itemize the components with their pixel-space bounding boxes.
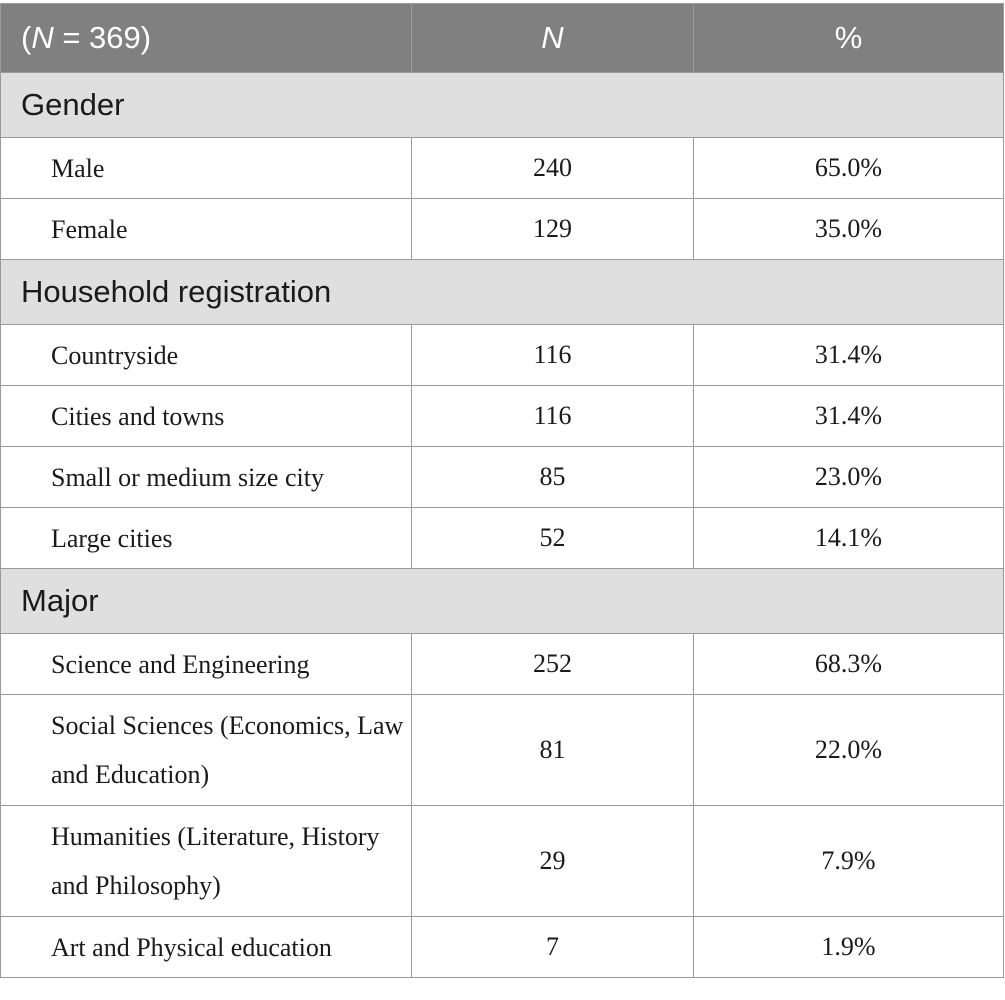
row-label: Male xyxy=(1,138,412,199)
row-n: 116 xyxy=(412,325,694,386)
row-n: 81 xyxy=(412,695,694,806)
table-row xyxy=(1,447,1004,508)
table-row xyxy=(1,386,1004,447)
row-n: 85 xyxy=(412,447,694,508)
row-label: Social Sciences (Economics, Law and Education) xyxy=(1,695,412,806)
table-row xyxy=(1,806,1004,917)
row-n: 29 xyxy=(412,806,694,917)
row-percent: 35.0% xyxy=(694,199,1004,260)
header-sample-n: N xyxy=(31,20,54,55)
row-percent: 65.0% xyxy=(694,138,1004,199)
row-n: 240 xyxy=(412,138,694,199)
table-row xyxy=(1,199,1004,260)
row-n: 129 xyxy=(412,199,694,260)
table-row xyxy=(1,917,1004,978)
row-n: 52 xyxy=(412,508,694,569)
row-percent: 1.9% xyxy=(694,917,1004,978)
header-sample-size: (N = 369) xyxy=(1,4,412,73)
row-percent: 31.4% xyxy=(694,386,1004,447)
row-n: 116 xyxy=(412,386,694,447)
table-row xyxy=(1,138,1004,199)
row-label: Countryside xyxy=(1,325,412,386)
row-percent: 22.0% xyxy=(694,695,1004,806)
section-row-major xyxy=(1,569,1004,634)
row-label: Small or medium size city xyxy=(1,447,412,508)
row-label: Large cities xyxy=(1,508,412,569)
section-row-household-registration xyxy=(1,260,1004,325)
row-percent: 23.0% xyxy=(694,447,1004,508)
row-label: Cities and towns xyxy=(1,386,412,447)
row-label: Humanities (Literature, History and Philosophy) xyxy=(1,806,412,917)
demographics-table xyxy=(0,3,1004,978)
table-row xyxy=(1,508,1004,569)
section-title: Gender xyxy=(1,73,1004,138)
row-percent: 7.9% xyxy=(694,806,1004,917)
row-label: Female xyxy=(1,199,412,260)
table-row xyxy=(1,634,1004,695)
header-row xyxy=(1,4,1004,73)
row-percent: 68.3% xyxy=(694,634,1004,695)
row-percent: 31.4% xyxy=(694,325,1004,386)
section-title: Household registration xyxy=(1,260,1004,325)
row-n: 252 xyxy=(412,634,694,695)
row-n: 7 xyxy=(412,917,694,978)
header-n: N xyxy=(412,4,694,73)
section-title: Major xyxy=(1,569,1004,634)
table-row xyxy=(1,695,1004,806)
table-row xyxy=(1,325,1004,386)
row-label: Art and Physical education xyxy=(1,917,412,978)
row-label: Science and Engineering xyxy=(1,634,412,695)
header-percent: % xyxy=(694,4,1004,73)
section-row-gender xyxy=(1,73,1004,138)
row-percent: 14.1% xyxy=(694,508,1004,569)
